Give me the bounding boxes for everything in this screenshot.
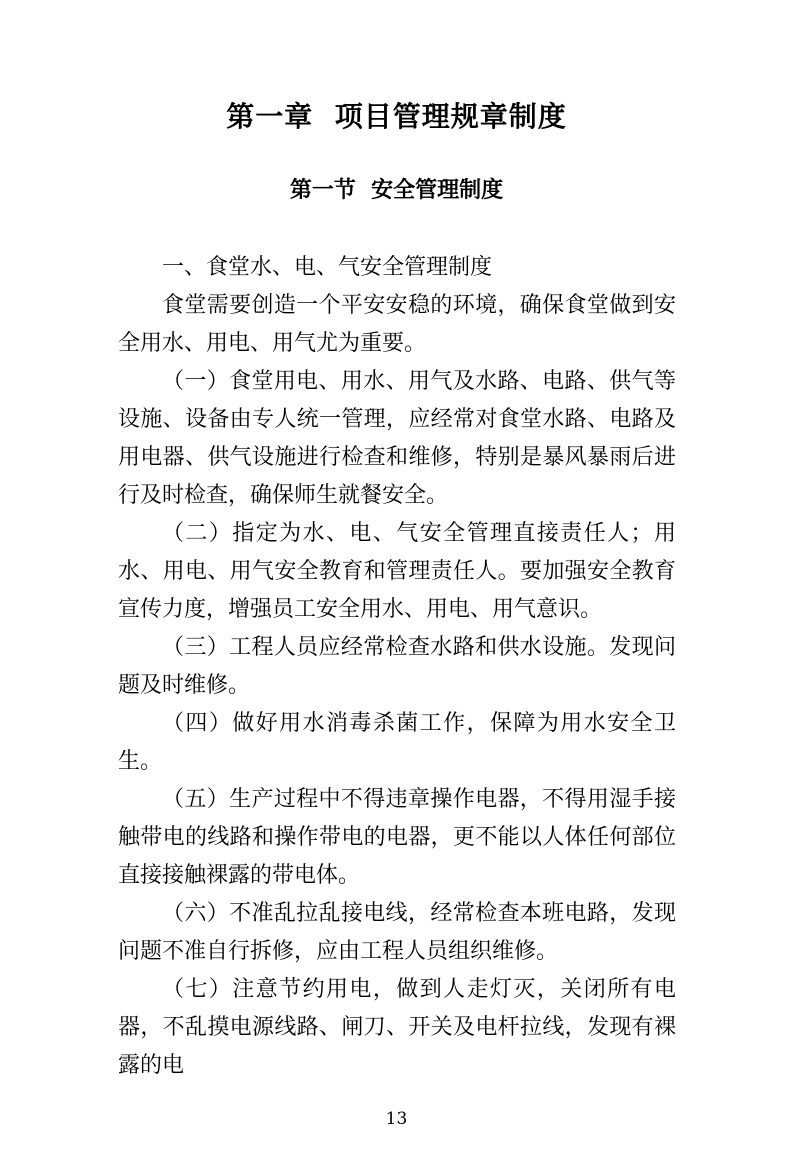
paragraph: （七）注意节约用电，做到人走灯灭，关闭所有电器，不乱摸电源线路、闸刀、开关及电杆拉线，发现有裸露的电 [118,977,676,1078]
section-title: 第一节 安全管理制度 [289,177,504,203]
paragraph: （一）食堂用电、用水、用气及水路、电路、供气等设施、设备由专人统一管理，应经常对食堂水路、电路及用电器、供气设施进行检查和维修，特别是暴风暴雨后进行及时检查，确保师生就餐安全。 [118,369,676,508]
paragraph: （六）不准乱拉乱接电线，经常检查本班电路，发现问题不准自行拆修，应由工程人员组织维修。 [118,901,676,964]
chapter-title: 第一章 项目管理规章制度 [226,100,567,133]
paragraph: （四）做好用水消毒杀菌工作，保障为用水安全卫生。 [118,711,676,774]
document-body [118,249,676,1085]
page-number: 13 [385,1109,408,1129]
paragraph: （五）生产过程中不得违章操作电器，不得用湿手接触带电的线路和操作带电的电器，更不能以人体任何部位直接接触裸露的带电体。 [118,787,676,888]
paragraph: 食堂需要创造一个平安安稳的环境，确保食堂做到安全用水、用电、用气尤为重要。 [118,293,676,356]
paragraph-heading: 一、食堂水、电、气安全管理制度 [162,255,493,280]
paragraph: （二）指定为水、电、气安全管理直接责任人；用水、用电、用气安全教育和管理责任人。要加强安全教育宣传力度，增强员工安全用水、用电、用气意识。 [118,521,676,622]
paragraph: （三）工程人员应经常检查水路和供水设施。发现问题及时维修。 [118,635,676,698]
